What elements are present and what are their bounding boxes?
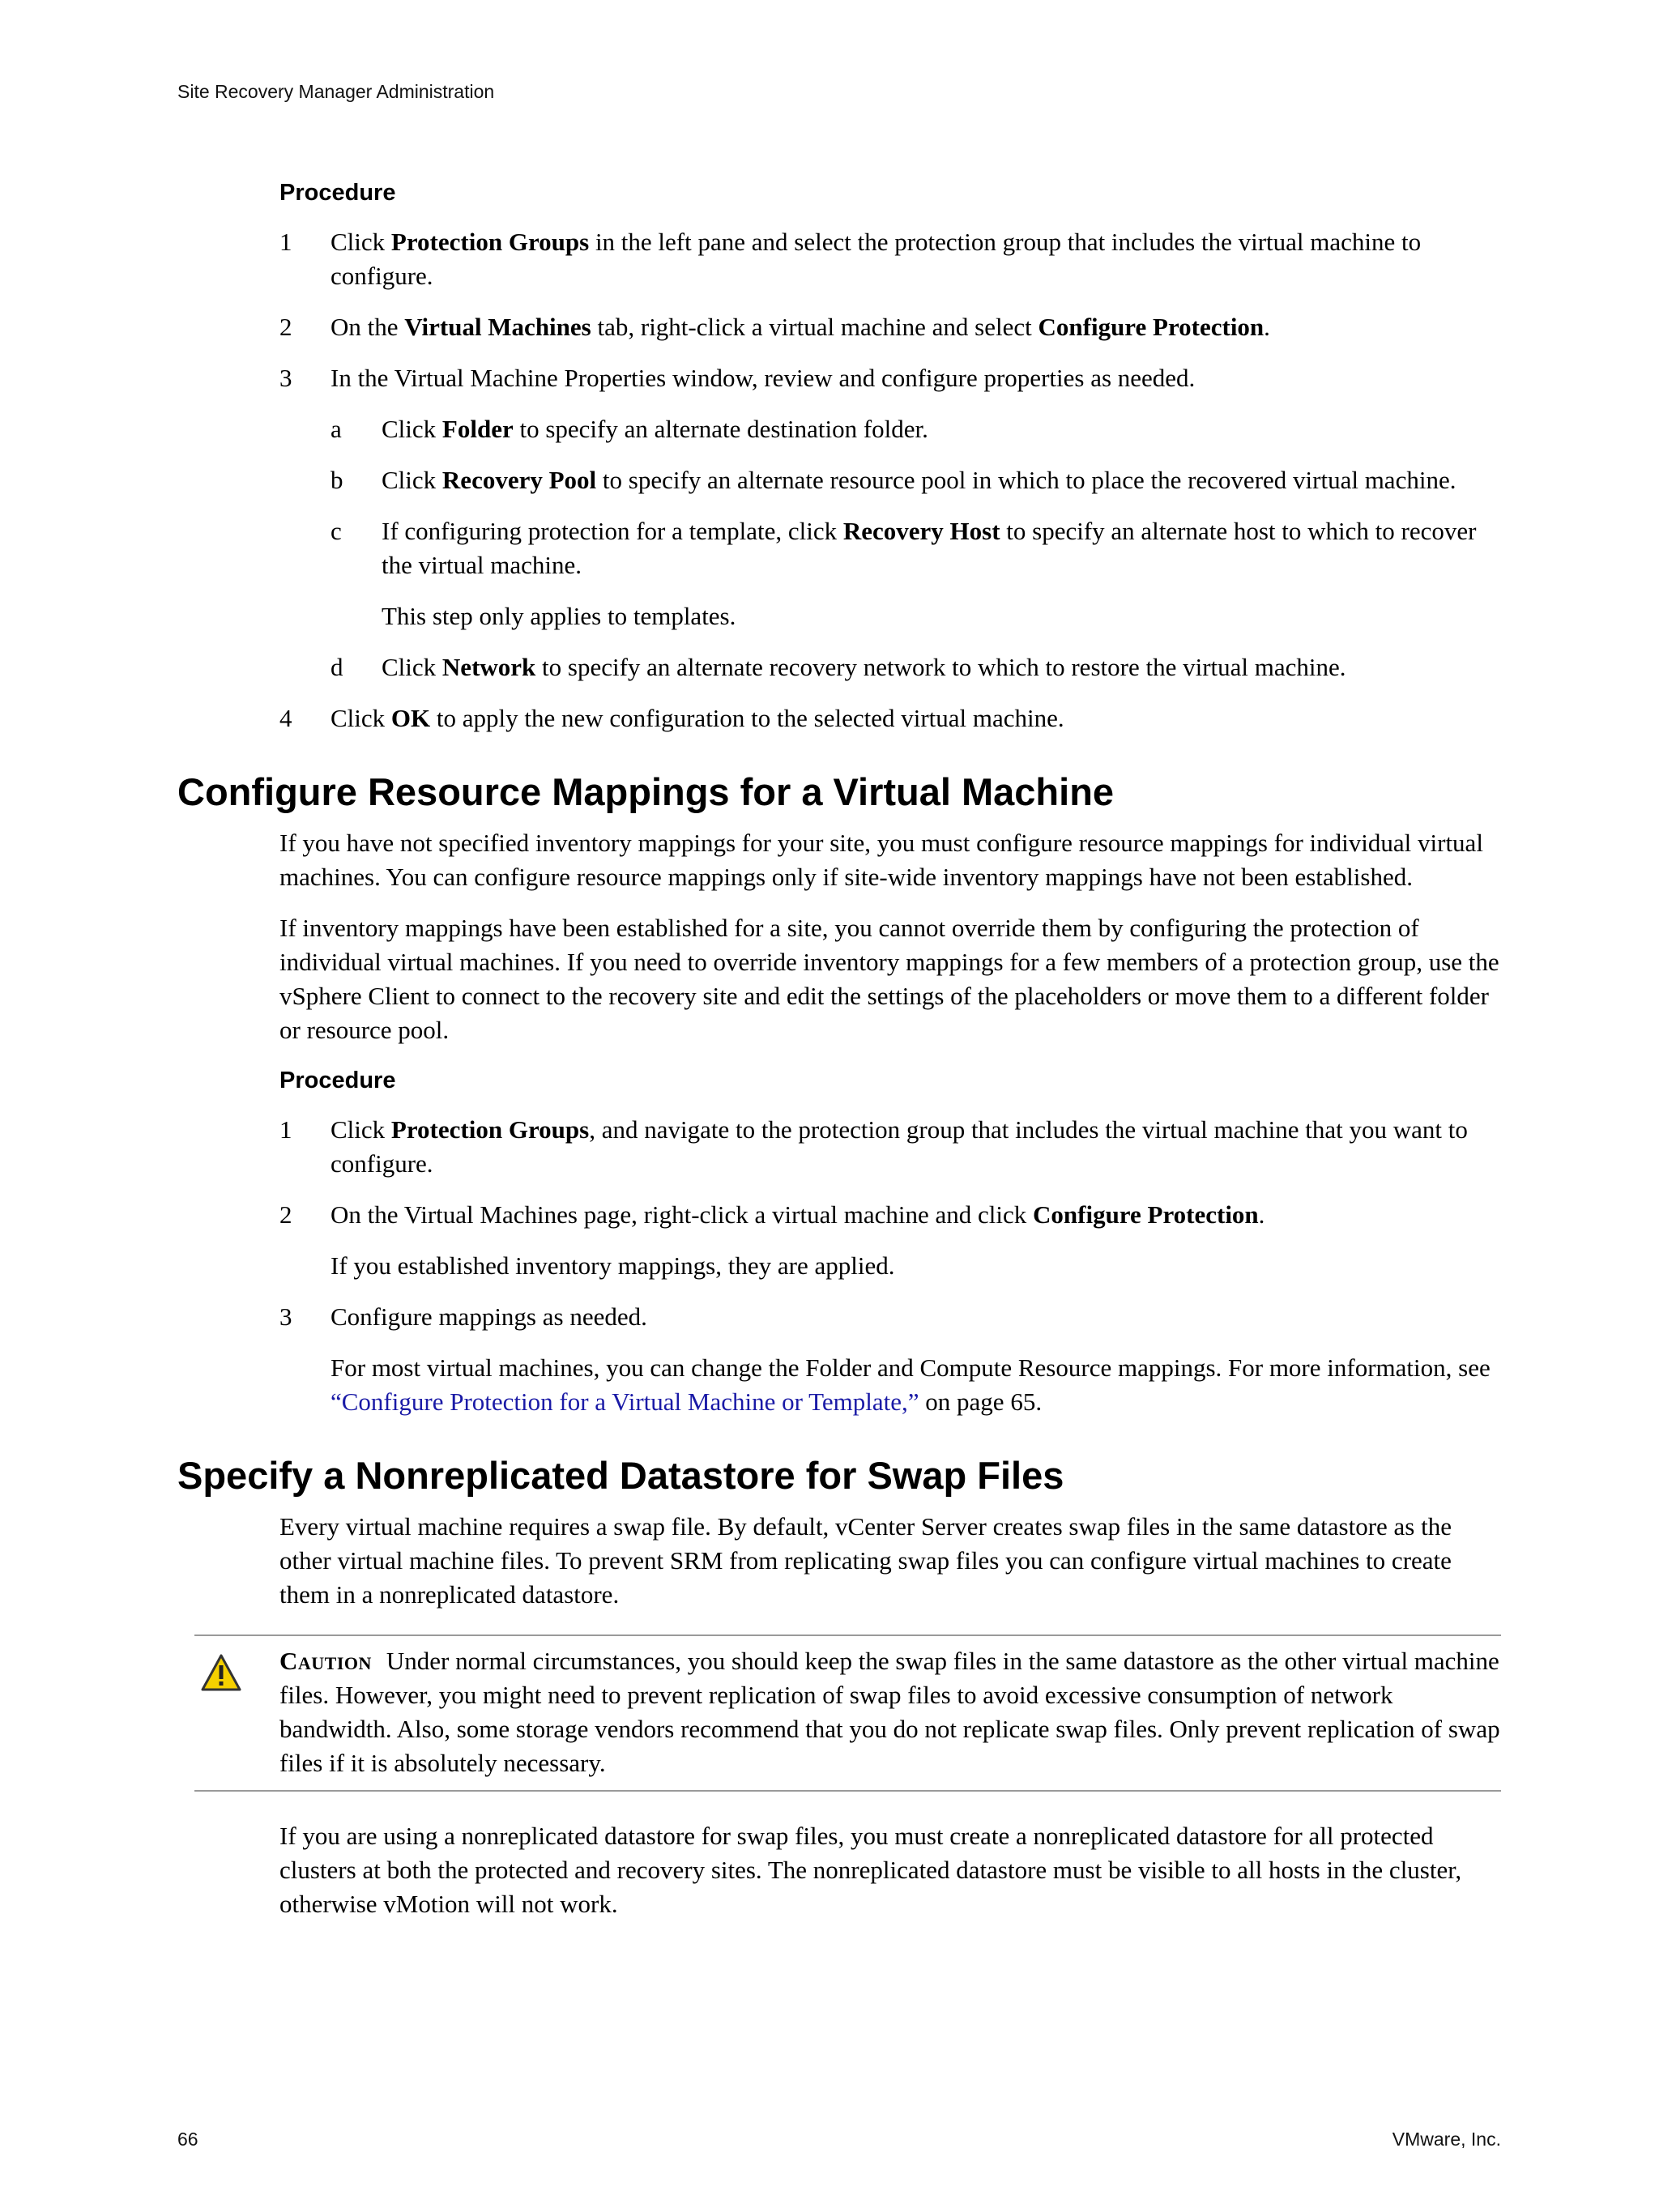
step-text: Click <box>382 466 442 494</box>
step-text: to specify an alternate destination folder. <box>513 415 928 443</box>
ui-term: Configure Protection <box>1038 313 1265 341</box>
procedure-step <box>279 361 1501 395</box>
step-number: 3 <box>279 364 292 392</box>
body-paragraph: If inventory mappings have been established for a site, you cannot override them by configuring the protection of individual virtual machines. If you need to override inventory mappings for a few members of a protection group, use the vSphere Client to connect to the recovery site and edit the settings of the placeholders or move them to a different folder or resource pool. <box>279 914 1499 1044</box>
step-number: 1 <box>279 228 292 256</box>
step-number: 3 <box>279 1302 292 1331</box>
running-header: Site Recovery Manager Administration <box>177 81 495 102</box>
procedure-substep <box>331 650 1501 684</box>
ui-term: Configure Protection <box>1033 1200 1259 1229</box>
section-title: Configure Resource Mappings for a Virtual Machine <box>177 770 1115 813</box>
procedure-step <box>279 1300 1501 1334</box>
step-text: Click <box>382 653 442 681</box>
section-title: Specify a Nonreplicated Datastore for Swap Files <box>177 1454 1064 1497</box>
procedure-substep <box>331 514 1501 582</box>
procedure-substep <box>331 412 1501 446</box>
step-text: In the Virtual Machine Properties window, review and configure properties as needed. <box>331 364 1196 392</box>
substep-letter: c <box>331 517 342 545</box>
step-number: 2 <box>279 1200 292 1229</box>
procedure-step <box>279 310 1501 344</box>
caution-text <box>279 1644 1501 1780</box>
caution-label: Caution <box>279 1647 372 1675</box>
step-text: in the left pane and select the protection group that includes the virtual machine to configure. <box>331 228 1422 290</box>
substep-letter: a <box>331 415 342 443</box>
footer-company: VMware, Inc. <box>1392 2129 1501 2150</box>
step-number: 1 <box>279 1115 292 1144</box>
caution-box <box>194 1634 1501 1792</box>
ui-term: Protection Groups <box>390 1115 590 1144</box>
ui-term: Network <box>441 653 536 681</box>
warning-triangle-icon <box>201 1654 241 1691</box>
step-text: Click <box>382 415 442 443</box>
step-text: tab, right-click a virtual machine and select <box>591 313 1038 341</box>
body-paragraph: Every virtual machine requires a swap file. By default, vCenter Server creates swap files in the same datastore as the other virtual machine files. To prevent SRM from replicating swap files you can configure virtual machines to create them in a nonreplicated datastore. <box>279 1512 1452 1609</box>
step-text: to specify an alternate resource pool in which to place the recovered virtual machine. <box>596 466 1456 494</box>
step-number: 2 <box>279 313 292 341</box>
ui-term: Recovery Pool <box>441 466 597 494</box>
page-content <box>177 177 1501 1938</box>
step-text: On the Virtual Machines page, right-click a virtual machine and click <box>331 1200 1033 1229</box>
procedure-step <box>279 1113 1501 1181</box>
step-text: For most virtual machines, you can change the Folder and Compute Resource mappings. For more information, see <box>331 1353 1491 1382</box>
step-text: Click <box>331 1115 391 1144</box>
step-text: . <box>1258 1200 1265 1229</box>
cross-reference-link[interactable]: “Configure Protection for a Virtual Machine or Template,” <box>331 1387 919 1416</box>
step-note: If you established inventory mappings, they are applied. <box>331 1251 895 1280</box>
step-text: Click <box>331 228 391 256</box>
substep-letter: d <box>331 653 343 681</box>
step-text: on page 65. <box>919 1387 1043 1416</box>
procedure-step <box>279 701 1501 735</box>
caution-body: Under normal circumstances, you should keep the swap files in the same datastore as the other virtual machine files. However, you might need to prevent replication of swap files to avoid excessive consumption of network bandwidth. Also, some storage vendors recommend that you do not replicate swap files. Only prevent replication of swap files if it is absolutely necessary. <box>279 1647 1500 1777</box>
step-text: Configure mappings as needed. <box>331 1302 647 1331</box>
procedure-step <box>279 1198 1501 1232</box>
procedure-substep <box>331 463 1501 497</box>
body-paragraph: If you are using a nonreplicated datastore for swap files, you must create a nonreplicated datastore for all protected clusters at both the protected and recovery sites. The nonreplicated datastore must be visible to all hosts in the cluster, otherwise vMotion will not work. <box>279 1822 1462 1918</box>
procedure-step <box>279 225 1501 293</box>
step-text: . <box>1264 313 1270 341</box>
procedure-heading: Procedure <box>279 180 396 206</box>
ui-term: OK <box>390 704 431 732</box>
step-note <box>331 1351 1501 1419</box>
step-text: to specify an alternate recovery network to which to restore the virtual machine. <box>535 653 1346 681</box>
body-paragraph: If you have not specified inventory mappings for your site, you must configure resource mappings for individual virtual machines. You can configure resource mappings only if site-wide inventory mappings have not been established. <box>279 829 1483 891</box>
step-number: 4 <box>279 704 292 732</box>
step-text: , and navigate to the protection group that includes the virtual machine that you want to configure. <box>331 1115 1468 1178</box>
procedure-heading: Procedure <box>279 1068 396 1093</box>
ui-term: Folder <box>441 415 514 443</box>
step-text: If configuring protection for a template, click <box>382 517 843 545</box>
page-number: 66 <box>177 2129 198 2150</box>
step-text: Click <box>331 704 391 732</box>
substep-note: This step only applies to templates. <box>382 602 736 630</box>
ui-term: Recovery Host <box>842 517 1000 545</box>
step-text: On the <box>331 313 405 341</box>
step-text: to specify an alternate host to which to recover the virtual machine. <box>382 517 1477 579</box>
step-text: to apply the new configuration to the selected virtual machine. <box>430 704 1064 732</box>
ui-term: Protection Groups <box>390 228 590 256</box>
substep-letter: b <box>331 466 343 494</box>
ui-term: Virtual Machines <box>404 313 591 341</box>
